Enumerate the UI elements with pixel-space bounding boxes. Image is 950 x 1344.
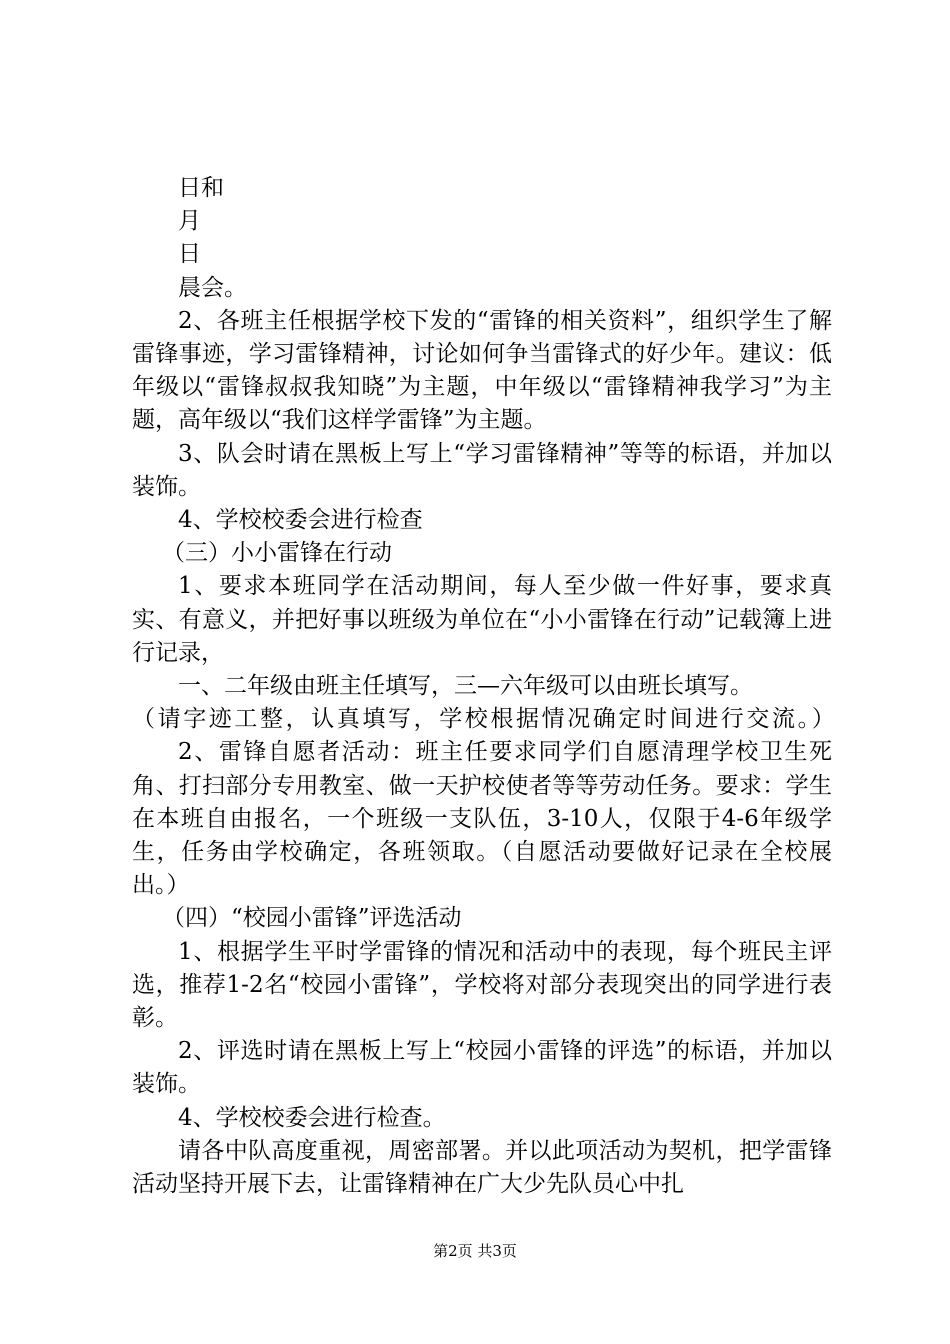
paragraph: 月	[178, 208, 201, 235]
paragraph: 晨会。	[178, 274, 247, 301]
paragraph: 4、学校校委会进行检查。	[178, 1104, 446, 1131]
section-heading: （三）小小雷锋在行动	[162, 540, 392, 567]
paragraph: 3、队会时请在黑板上写上“学习雷锋精神”等等的标语，并加以装饰。	[132, 440, 832, 500]
paragraph: 2、评选时请在黑板上写上“校园小雷锋的评选”的标语，并加以装饰。	[132, 1038, 832, 1098]
paragraph: 2、雷锋自愿者活动：班主任要求同学们自愿清理学校卫生死角、打扫部分专用教室、做一天护校使者等等劳动任务。要求：学生在本班自由报名，一个班级一支队伍，3-10人，仅限于4-6年级学生，任务由学校确定，各班领取。（自愿活动要做好记录在全校展出。）	[132, 739, 832, 899]
paragraph: 1、要求本班同学在活动期间，每人至少做一件好事，要求真实、有意义，并把好事以班级为单位在“小小雷锋在行动”记载簿上进行记录，	[132, 573, 832, 666]
paragraph: 一、二年级由班主任填写，三—六年级可以由班长填写。	[178, 673, 753, 700]
paragraph: 日和	[178, 175, 224, 201]
paragraph: （请字迹工整，认真填写，学校根据情况确定时间进行交流。）	[132, 706, 838, 733]
page-footer: 第2页 共3页	[433, 1242, 517, 1260]
document-body	[132, 172, 838, 1201]
paragraph: 请各中队高度重视，周密部署。并以此项活动为契机，把学雷锋活动坚持开展下去，让雷锋精神在广大少先队员心中扎	[132, 1137, 832, 1198]
paragraph: 1、根据学生平时学雷锋的情况和活动中的表现，每个班民主评选，推荐1-2名“校园小雷锋”，学校将对部分表现突出的同学进行表彰。	[132, 938, 832, 1032]
paragraph: 日	[178, 241, 201, 268]
paragraph: 2、各班主任根据学校下发的“雷锋的相关资料”，组织学生了解雷锋事迹，学习雷锋精神，讨论如何争当雷锋式的好少年。建议：低年级以“雷锋叔叔我知晓”为主题，中年级以“雷锋精神我学习”为主题，高年级以“我们这样学雷锋”为主题。	[132, 307, 832, 434]
paragraph: 4、学校校委会进行检查	[178, 507, 423, 534]
section-heading: （四）“校园小雷锋”评选活动	[162, 905, 462, 932]
